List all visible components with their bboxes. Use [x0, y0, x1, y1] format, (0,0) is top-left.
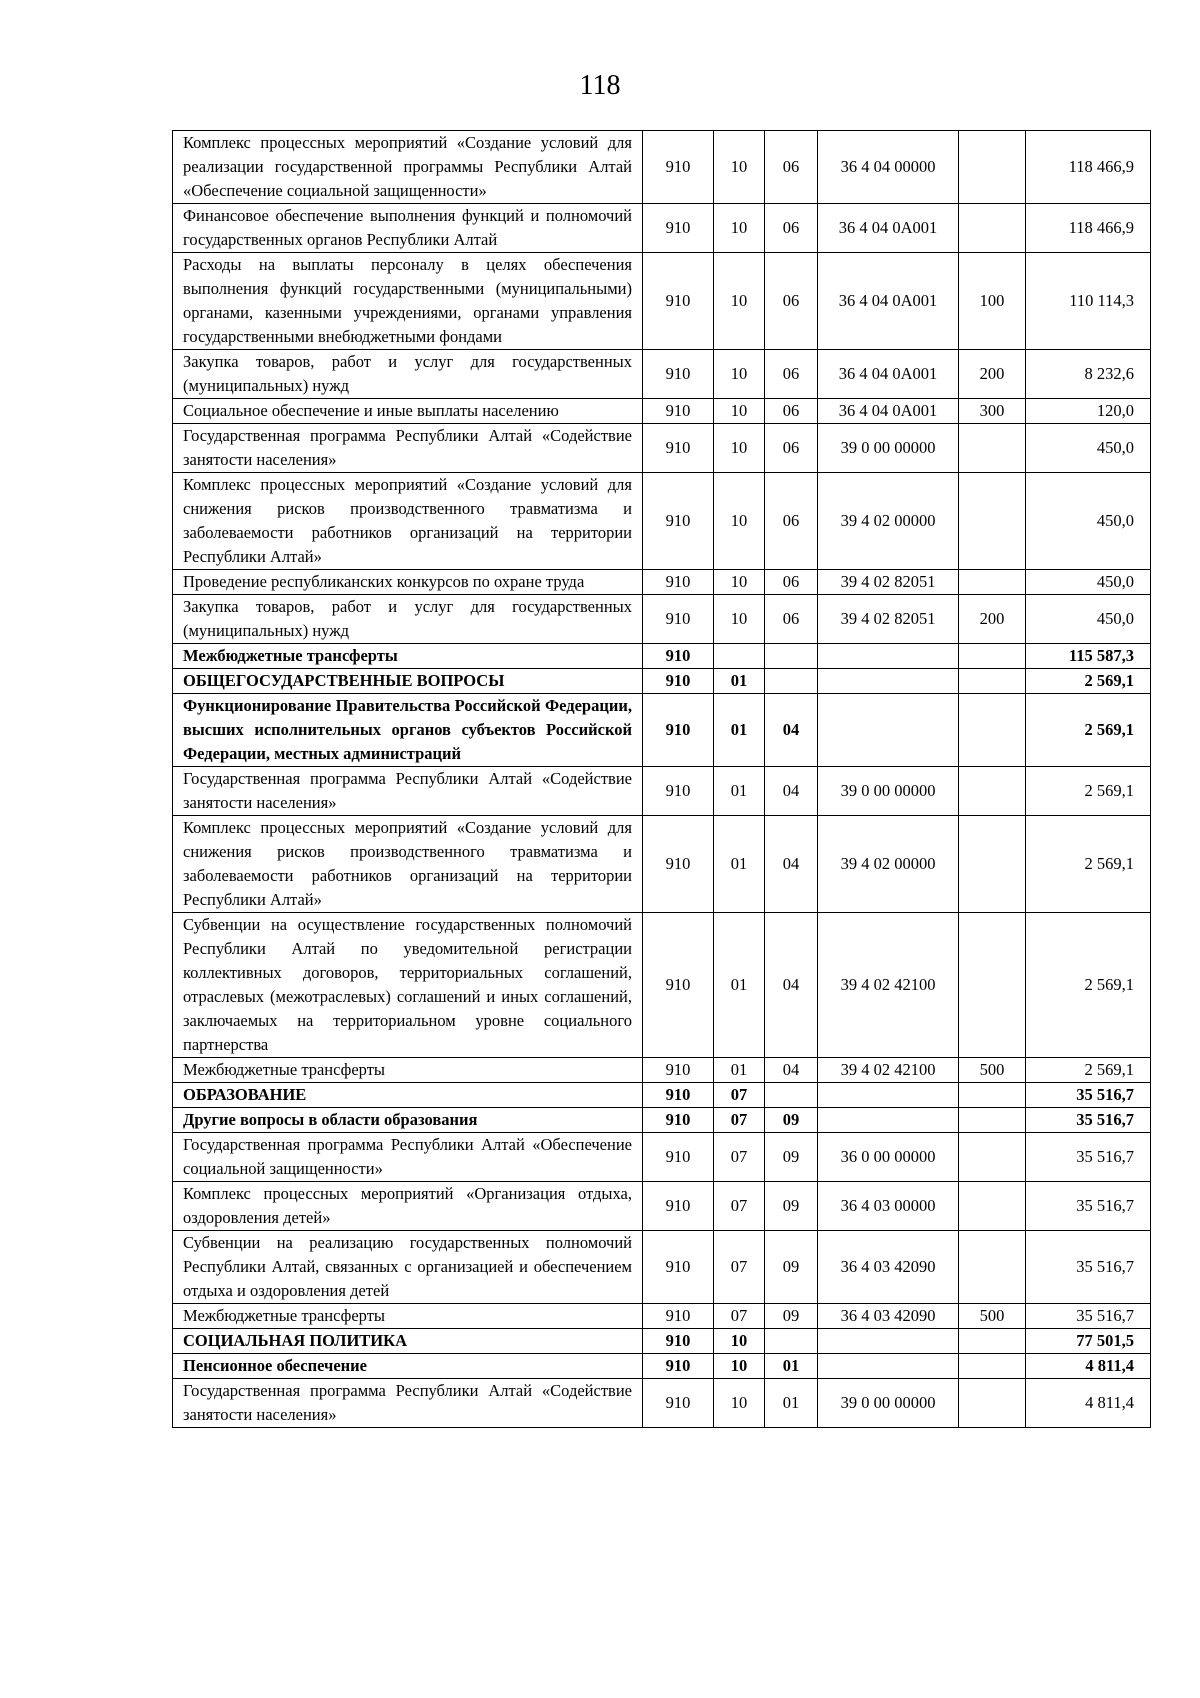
expense-type-cell: 100	[959, 253, 1026, 350]
expense-type-cell	[959, 570, 1026, 595]
target-article-cell: 36 0 00 00000	[818, 1133, 959, 1182]
amount-cell: 450,0	[1026, 473, 1151, 570]
subsection-code-cell: 06	[765, 131, 818, 204]
table-row	[173, 1304, 1151, 1329]
expense-type-cell: 200	[959, 350, 1026, 399]
section-code-cell: 10	[714, 570, 765, 595]
subsection-code-cell: 04	[765, 816, 818, 913]
target-article-cell	[818, 1329, 959, 1354]
page-number: 118	[579, 70, 621, 101]
table-row	[173, 767, 1151, 816]
expense-type-cell	[959, 131, 1026, 204]
subsection-code-cell: 04	[765, 694, 818, 767]
grbs-code-cell: 910	[643, 1354, 714, 1379]
table-row	[173, 1108, 1151, 1133]
subsection-code-cell: 04	[765, 1058, 818, 1083]
subsection-code-cell: 04	[765, 913, 818, 1058]
table-row	[173, 1133, 1151, 1182]
section-code-cell: 07	[714, 1304, 765, 1329]
table-row	[173, 570, 1151, 595]
target-article-cell: 39 4 02 42100	[818, 1058, 959, 1083]
amount-cell: 110 114,3	[1026, 253, 1151, 350]
amount-cell: 115 587,3	[1026, 644, 1151, 669]
amount-cell: 4 811,4	[1026, 1379, 1151, 1428]
table-row	[173, 694, 1151, 767]
table-row	[173, 204, 1151, 253]
expense-type-cell	[959, 1354, 1026, 1379]
amount-cell: 35 516,7	[1026, 1231, 1151, 1304]
target-article-cell	[818, 669, 959, 694]
amount-cell: 77 501,5	[1026, 1329, 1151, 1354]
amount-cell: 120,0	[1026, 399, 1151, 424]
budget-table-body	[173, 131, 1151, 1428]
section-code-cell: 01	[714, 913, 765, 1058]
table-row	[173, 1058, 1151, 1083]
section-code-cell: 01	[714, 694, 765, 767]
row-name-cell: Государственная программа Республики Алтай «Обеспечение социальной защищенности»	[173, 1133, 643, 1182]
expense-type-cell	[959, 1133, 1026, 1182]
target-article-cell: 36 4 03 00000	[818, 1182, 959, 1231]
target-article-cell	[818, 1083, 959, 1108]
section-code-cell: 07	[714, 1108, 765, 1133]
table-row	[173, 1231, 1151, 1304]
grbs-code-cell: 910	[643, 1379, 714, 1428]
expense-type-cell	[959, 767, 1026, 816]
row-name-cell: Пенсионное обеспечение	[173, 1354, 643, 1379]
table-row	[173, 595, 1151, 644]
row-name-cell: ОБРАЗОВАНИЕ	[173, 1083, 643, 1108]
target-article-cell: 36 4 03 42090	[818, 1231, 959, 1304]
expense-type-cell	[959, 473, 1026, 570]
expense-type-cell	[959, 816, 1026, 913]
grbs-code-cell: 910	[643, 1058, 714, 1083]
target-article-cell: 39 0 00 00000	[818, 767, 959, 816]
amount-cell: 35 516,7	[1026, 1083, 1151, 1108]
grbs-code-cell: 910	[643, 131, 714, 204]
subsection-code-cell	[765, 1329, 818, 1354]
grbs-code-cell: 910	[643, 1304, 714, 1329]
row-name-cell: Комплекс процессных мероприятий «Создание условий для снижения рисков производственного травматизма и заболеваемости работников организаций на территории Республики Алтай»	[173, 816, 643, 913]
section-code-cell: 07	[714, 1182, 765, 1231]
grbs-code-cell: 910	[643, 669, 714, 694]
row-name-cell: Другие вопросы в области образования	[173, 1108, 643, 1133]
grbs-code-cell: 910	[643, 1108, 714, 1133]
target-article-cell: 36 4 03 42090	[818, 1304, 959, 1329]
table-row	[173, 473, 1151, 570]
section-code-cell: 10	[714, 350, 765, 399]
target-article-cell: 36 4 04 0А001	[818, 399, 959, 424]
row-name-cell: Субвенции на реализацию государственных полномочий Республики Алтай, связанных с организацией и обеспечением отдыха и оздоровления детей	[173, 1231, 643, 1304]
table-row	[173, 1354, 1151, 1379]
amount-cell: 2 569,1	[1026, 669, 1151, 694]
subsection-code-cell: 01	[765, 1354, 818, 1379]
target-article-cell	[818, 644, 959, 669]
subsection-code-cell: 09	[765, 1304, 818, 1329]
section-code-cell: 07	[714, 1133, 765, 1182]
grbs-code-cell: 910	[643, 350, 714, 399]
expense-type-cell	[959, 694, 1026, 767]
grbs-code-cell: 910	[643, 644, 714, 669]
section-code-cell: 10	[714, 473, 765, 570]
amount-cell: 2 569,1	[1026, 1058, 1151, 1083]
row-name-cell: Социальное обеспечение и иные выплаты населению	[173, 399, 643, 424]
amount-cell: 35 516,7	[1026, 1304, 1151, 1329]
expense-type-cell: 300	[959, 399, 1026, 424]
expense-type-cell	[959, 1108, 1026, 1133]
amount-cell: 450,0	[1026, 570, 1151, 595]
section-code-cell: 10	[714, 1379, 765, 1428]
budget-table	[172, 130, 1151, 1428]
subsection-code-cell	[765, 669, 818, 694]
grbs-code-cell: 910	[643, 1231, 714, 1304]
row-name-cell: Финансовое обеспечение выполнения функций и полномочий государственных органов Республики Алтай	[173, 204, 643, 253]
section-code-cell: 10	[714, 1354, 765, 1379]
amount-cell: 8 232,6	[1026, 350, 1151, 399]
target-article-cell: 39 0 00 00000	[818, 424, 959, 473]
row-name-cell: Закупка товаров, работ и услуг для государственных (муниципальных) нужд	[173, 595, 643, 644]
target-article-cell: 36 4 04 0А001	[818, 204, 959, 253]
target-article-cell: 39 4 02 82051	[818, 595, 959, 644]
grbs-code-cell: 910	[643, 1083, 714, 1108]
section-code-cell: 10	[714, 253, 765, 350]
subsection-code-cell: 01	[765, 1379, 818, 1428]
row-name-cell: ОБЩЕГОСУДАРСТВЕННЫЕ ВОПРОСЫ	[173, 669, 643, 694]
section-code-cell: 10	[714, 424, 765, 473]
row-name-cell: СОЦИАЛЬНАЯ ПОЛИТИКА	[173, 1329, 643, 1354]
amount-cell: 450,0	[1026, 595, 1151, 644]
expense-type-cell	[959, 1182, 1026, 1231]
table-row	[173, 350, 1151, 399]
row-name-cell: Комплекс процессных мероприятий «Создание условий для реализации государственной программы Республики Алтай «Обеспечение социальной защищенности»	[173, 131, 643, 204]
subsection-code-cell: 09	[765, 1231, 818, 1304]
subsection-code-cell: 06	[765, 570, 818, 595]
target-article-cell: 39 4 02 82051	[818, 570, 959, 595]
row-name-cell: Функционирование Правительства Российской Федерации, высших исполнительных органов субъектов Российской Федерации, местных администраций	[173, 694, 643, 767]
subsection-code-cell: 06	[765, 253, 818, 350]
section-code-cell: 10	[714, 595, 765, 644]
expense-type-cell: 500	[959, 1304, 1026, 1329]
table-row	[173, 1329, 1151, 1354]
table-row	[173, 1379, 1151, 1428]
row-name-cell: Государственная программа Республики Алтай «Содействие занятости населения»	[173, 424, 643, 473]
table-row	[173, 253, 1151, 350]
target-article-cell: 39 4 02 00000	[818, 473, 959, 570]
amount-cell: 2 569,1	[1026, 694, 1151, 767]
subsection-code-cell: 06	[765, 350, 818, 399]
subsection-code-cell: 06	[765, 473, 818, 570]
subsection-code-cell: 04	[765, 767, 818, 816]
expense-type-cell	[959, 1083, 1026, 1108]
table-row	[173, 669, 1151, 694]
grbs-code-cell: 910	[643, 424, 714, 473]
target-article-cell: 39 0 00 00000	[818, 1379, 959, 1428]
subsection-code-cell: 09	[765, 1133, 818, 1182]
section-code-cell: 10	[714, 131, 765, 204]
section-code-cell: 01	[714, 767, 765, 816]
subsection-code-cell: 06	[765, 204, 818, 253]
grbs-code-cell: 910	[643, 1133, 714, 1182]
table-row	[173, 1182, 1151, 1231]
amount-cell: 4 811,4	[1026, 1354, 1151, 1379]
section-code-cell: 01	[714, 816, 765, 913]
grbs-code-cell: 910	[643, 767, 714, 816]
expense-type-cell	[959, 913, 1026, 1058]
section-code-cell: 01	[714, 1058, 765, 1083]
row-name-cell: Комплекс процессных мероприятий «Организация отдыха, оздоровления детей»	[173, 1182, 643, 1231]
table-row	[173, 913, 1151, 1058]
table-row	[173, 1083, 1151, 1108]
grbs-code-cell: 910	[643, 570, 714, 595]
grbs-code-cell: 910	[643, 1182, 714, 1231]
expense-type-cell: 500	[959, 1058, 1026, 1083]
expense-type-cell	[959, 1231, 1026, 1304]
expense-type-cell	[959, 1329, 1026, 1354]
grbs-code-cell: 910	[643, 694, 714, 767]
amount-cell: 2 569,1	[1026, 767, 1151, 816]
grbs-code-cell: 910	[643, 913, 714, 1058]
grbs-code-cell: 910	[643, 816, 714, 913]
row-name-cell: Межбюджетные трансферты	[173, 1304, 643, 1329]
table-row	[173, 131, 1151, 204]
target-article-cell: 36 4 04 00000	[818, 131, 959, 204]
grbs-code-cell: 910	[643, 253, 714, 350]
expense-type-cell: 200	[959, 595, 1026, 644]
target-article-cell: 36 4 04 0А001	[818, 350, 959, 399]
table-row	[173, 644, 1151, 669]
subsection-code-cell	[765, 1083, 818, 1108]
subsection-code-cell: 06	[765, 399, 818, 424]
section-code-cell: 07	[714, 1231, 765, 1304]
row-name-cell: Расходы на выплаты персоналу в целях обеспечения выполнения функций государственными (муниципальными) органами, казенными учреждениями, органами управления государственными внебюджетными фондами	[173, 253, 643, 350]
table-row	[173, 424, 1151, 473]
table-row	[173, 816, 1151, 913]
target-article-cell: 36 4 04 0А001	[818, 253, 959, 350]
expense-type-cell	[959, 204, 1026, 253]
section-code-cell: 07	[714, 1083, 765, 1108]
target-article-cell: 39 4 02 00000	[818, 816, 959, 913]
row-name-cell: Межбюджетные трансферты	[173, 1058, 643, 1083]
section-code-cell	[714, 644, 765, 669]
expense-type-cell	[959, 669, 1026, 694]
subsection-code-cell	[765, 644, 818, 669]
section-code-cell: 10	[714, 399, 765, 424]
target-article-cell	[818, 1108, 959, 1133]
amount-cell: 118 466,9	[1026, 204, 1151, 253]
row-name-cell: Государственная программа Республики Алтай «Содействие занятости населения»	[173, 767, 643, 816]
subsection-code-cell: 09	[765, 1182, 818, 1231]
grbs-code-cell: 910	[643, 473, 714, 570]
row-name-cell: Проведение республиканских конкурсов по охране труда	[173, 570, 643, 595]
grbs-code-cell: 910	[643, 1329, 714, 1354]
row-name-cell: Межбюджетные трансферты	[173, 644, 643, 669]
grbs-code-cell: 910	[643, 595, 714, 644]
amount-cell: 118 466,9	[1026, 131, 1151, 204]
table-row	[173, 399, 1151, 424]
amount-cell: 2 569,1	[1026, 816, 1151, 913]
grbs-code-cell: 910	[643, 399, 714, 424]
row-name-cell: Комплекс процессных мероприятий «Создание условий для снижения рисков производственного травматизма и заболеваемости работников организаций на территории Республики Алтай»	[173, 473, 643, 570]
subsection-code-cell: 06	[765, 424, 818, 473]
amount-cell: 35 516,7	[1026, 1133, 1151, 1182]
expense-type-cell	[959, 1379, 1026, 1428]
amount-cell: 450,0	[1026, 424, 1151, 473]
target-article-cell	[818, 694, 959, 767]
section-code-cell: 10	[714, 204, 765, 253]
grbs-code-cell: 910	[643, 204, 714, 253]
subsection-code-cell: 09	[765, 1108, 818, 1133]
subsection-code-cell: 06	[765, 595, 818, 644]
expense-type-cell	[959, 424, 1026, 473]
row-name-cell: Закупка товаров, работ и услуг для государственных (муниципальных) нужд	[173, 350, 643, 399]
expense-type-cell	[959, 644, 1026, 669]
target-article-cell: 39 4 02 42100	[818, 913, 959, 1058]
amount-cell: 35 516,7	[1026, 1108, 1151, 1133]
row-name-cell: Государственная программа Республики Алтай «Содействие занятости населения»	[173, 1379, 643, 1428]
section-code-cell: 10	[714, 1329, 765, 1354]
amount-cell: 2 569,1	[1026, 913, 1151, 1058]
amount-cell: 35 516,7	[1026, 1182, 1151, 1231]
row-name-cell: Субвенции на осуществление государственных полномочий Республики Алтай по уведомительной регистрации коллективных договоров, территориальных соглашений, отраслевых (межотраслевых) соглашений и иных соглашений, заключаемых на территориальном уровне социального партнерства	[173, 913, 643, 1058]
target-article-cell	[818, 1354, 959, 1379]
section-code-cell: 01	[714, 669, 765, 694]
